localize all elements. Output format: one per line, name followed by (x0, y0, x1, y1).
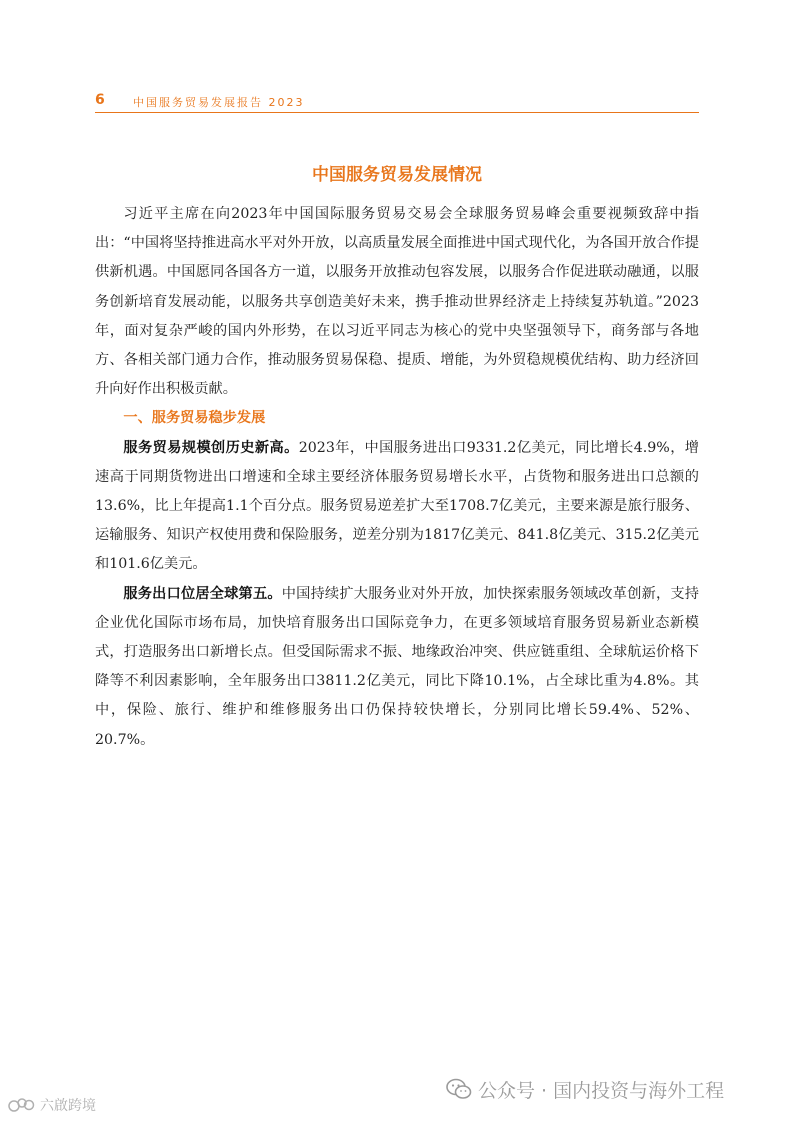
intro-paragraph: 习近平主席在向2023年中国国际服务贸易交易会全球服务贸易峰会重要视频致辞中指出：“中国将坚持推进高水平对外开放，以高质量发展全面推进中国式现代化，为各国开放合作提供新机遇。中国愿同各国各方一道，以服务开放推动包容发展，以服务合作促进联动融通，以服务创新培育发展动能，以服务共享创造美好未来，携手推动世界经济走上持续复苏轨道。”2023年，面对复杂严峻的国内外形势，在以习近平同志为核心的党中央坚强领导下，商务部与各地方、各相关部门通力合作，推动服务贸易保稳、提质、增能，为外贸稳规模优结构、助力经济回升向好作出积极贡献。 (95, 206, 699, 398)
paragraph-lead: 服务贸易规模创历史新高。 (123, 439, 299, 456)
paragraph-body: 中国持续扩大服务业对外开放，加快探索服务领域改革创新，支持企业优化国际市场布局，加快培育服务出口国际竞争力，在更多领域培育服务贸易新业态新模式，打造服务出口新增长点。但受国际需求不振、地缘政治冲突、供应链重组、全球航运价格下降等不利因素影响，全年服务出口3811.2亿美元，同比下降10.1%，占全球比重为4.8%。其中，保险、旅行、维护和维修服务出口仍保持较快增长，分别同比增长59.4%、52%、20.7%。 (95, 585, 699, 748)
paragraph-export-rank (95, 580, 699, 755)
watermark-brand-text: 六啟跨境 (40, 1098, 96, 1114)
paragraph-trade-scale (95, 434, 699, 580)
paragraph-lead: 服务出口位居全球第五。 (123, 585, 282, 602)
running-title: 中国服务贸易发展报告 2023 (133, 96, 305, 109)
section-heading: 一、服务贸易稳步发展 (123, 410, 266, 427)
page-header (95, 92, 699, 114)
document-body (95, 200, 699, 755)
document-title: 中国服务贸易发展情况 (312, 165, 482, 185)
header-rule (95, 112, 699, 113)
watermark-account (446, 1074, 724, 1104)
watermark-account-text: 公众号 · 国内投资与海外工程 (478, 1079, 725, 1102)
watermark-brand (8, 1095, 96, 1115)
paragraph-body: 2023年，中国服务进出口9331.2亿美元，同比增长4.9%，增速高于同期货物进出口增速和全球主要经济体服务贸易增长水平，占货物和服务进出口总额的13.6%，比上年提高1.1个百分点。服务贸易逆差扩大至1708.7亿美元，主要来源是旅行服务、运输服务、知识产权使用费和保险服务，逆差分别为1817亿美元、841.8亿美元、315.2亿美元和101.6亿美元。 (95, 439, 699, 573)
wechat-icon (446, 1077, 472, 1101)
brand-logo-icon (8, 1096, 36, 1114)
page-number: 6 (95, 92, 105, 108)
